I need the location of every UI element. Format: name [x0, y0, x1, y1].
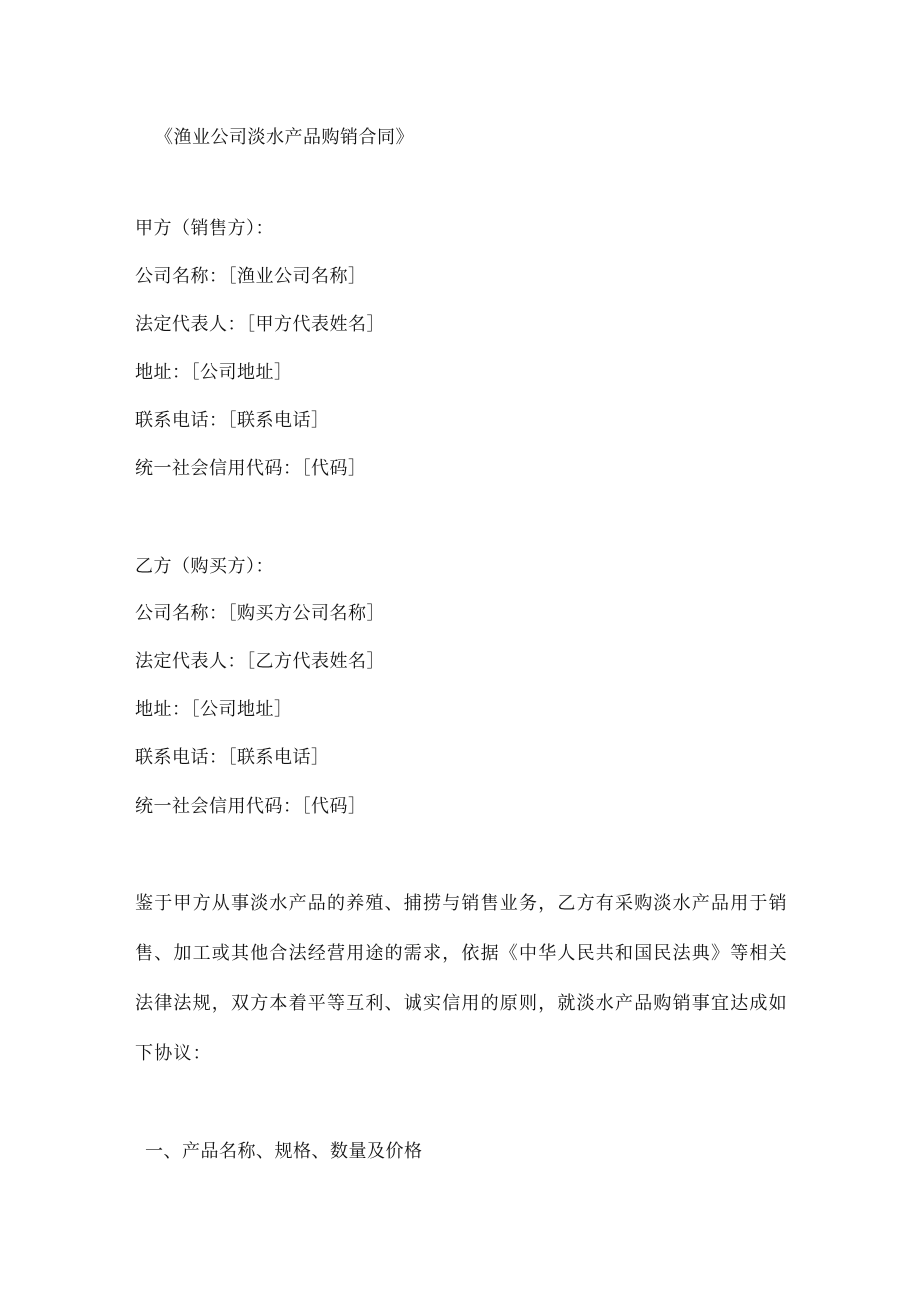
- intro-paragraph-line: 下协议：: [135, 1043, 212, 1064]
- party-b-phone: 联系电话：［联系电话］: [135, 747, 330, 768]
- party-a-phone: 联系电话：［联系电话］: [135, 410, 330, 431]
- intro-paragraph-line: 鉴于甲方从事淡水产品的养殖、捕捞与销售业务，乙方有采购淡水产品用于销: [135, 893, 788, 914]
- intro-paragraph-line: 售、加工或其他合法经营用途的需求，依据《中华人民共和国民法典》等相关: [135, 943, 788, 964]
- party-a-credit-code: 统一社会信用代码：［代码］: [135, 458, 367, 479]
- party-b-credit-code: 统一社会信用代码：［代码］: [135, 796, 367, 817]
- party-a-heading: 甲方（销售方）：: [135, 218, 274, 239]
- document-title: 《渔业公司淡水产品购销合同》: [155, 127, 414, 148]
- party-b-address: 地址：［公司地址］: [135, 699, 293, 720]
- party-b-heading: 乙方（购买方）：: [135, 556, 274, 577]
- party-a-address: 地址：［公司地址］: [135, 362, 293, 383]
- intro-paragraph-line: 法律法规，双方本着平等互利、诚实信用的原则，就淡水产品购销事宜达成如: [135, 993, 788, 1014]
- party-a-company: 公司名称：［渔业公司名称］: [135, 266, 367, 287]
- party-b-representative: 法定代表人：［乙方代表姓名］: [135, 651, 385, 672]
- party-a-representative: 法定代表人：［甲方代表姓名］: [135, 314, 385, 335]
- section-heading: 一、产品名称、规格、数量及价格: [145, 1141, 423, 1162]
- party-b-company: 公司名称：［购买方公司名称］: [135, 603, 385, 624]
